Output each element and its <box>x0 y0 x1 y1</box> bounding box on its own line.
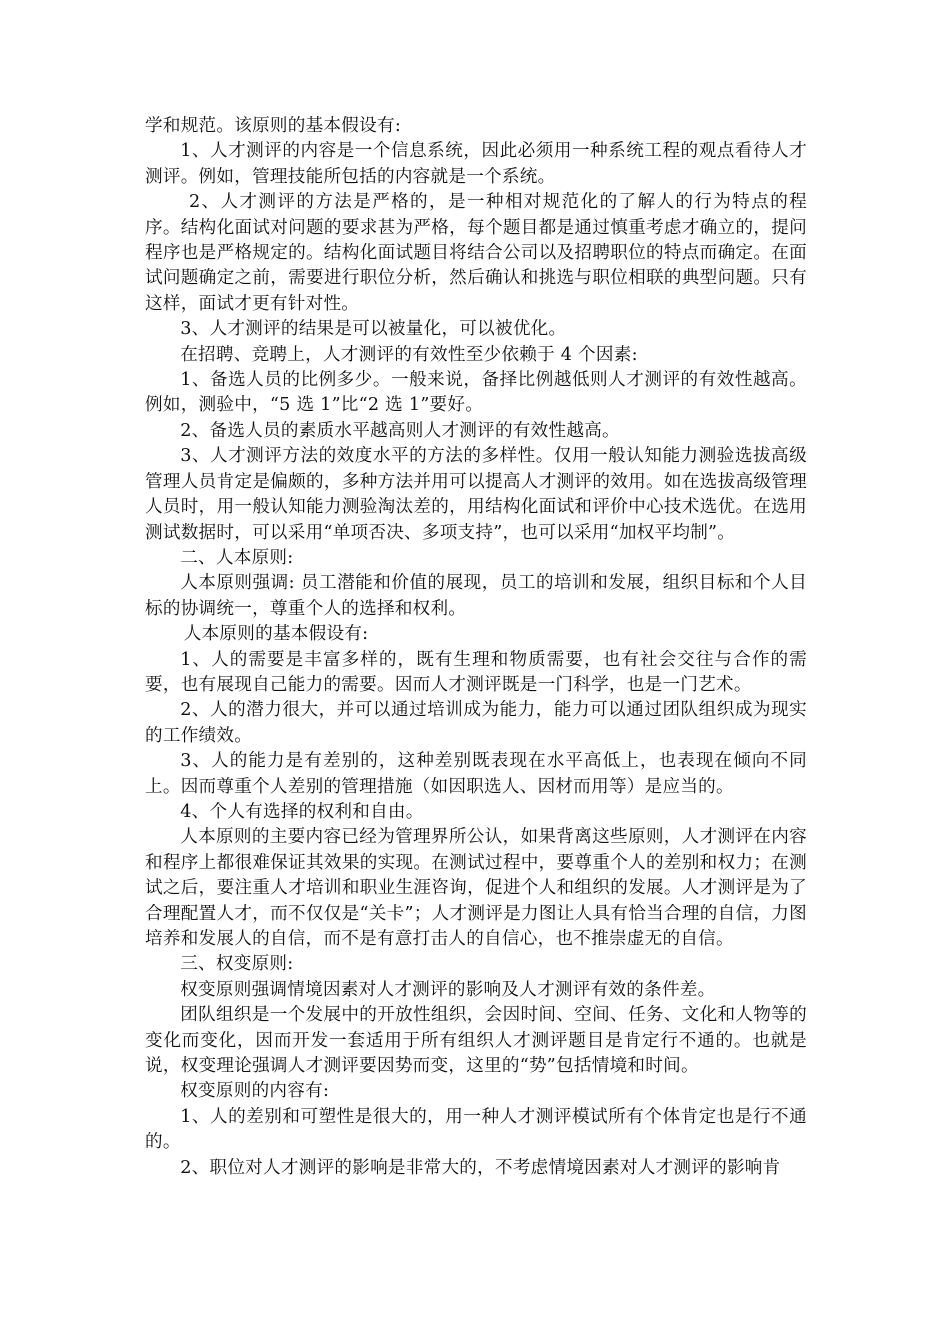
paragraph-system-point-2: 2、人才测评的方法是严格的，是一种相对规范化的了解人的行为特点的程序。结构化面试对问题的要求甚为严格，每个题目都是通过慎重考虑才确立的，提问程序也是严格规定的。结构化面试题目将结合公司以及招聘职位的特点而确定。在面试问题确定之前，需要进行职位分析，然后确认和挑选与职位相联的典型问题。只有这样，面试才更有针对性。 <box>145 192 807 314</box>
paragraph-factor-1: 1、备选人员的比例多少。一般来说，备择比例越低则人才测评的有效性越高。例如，测验中，“5 选 1”比“2 选 1”要好。 <box>145 370 807 416</box>
paragraph-factor-3: 3、人才测评方法的效度水平的方法的多样性。仅用一般认知能力测验选拔高级管理人员肯定是偏颇的，多种方法并用可以提高人才测评的效用。如在选拔高级管理人员时，用一般认知能力测验淘汰差的，用结构化面试和评价中心技术选优。在选用测试数据时，可以采用“单项否决、多项支持”，也可以采用“加权平均制”。 <box>145 446 807 543</box>
paragraph-system-point-1: 1、人才测评的内容是一个信息系统，因此必须用一种系统工程的观点看待人才测评。例如，管理技能所包括的内容就是一个系统。 <box>145 141 807 187</box>
document-body <box>145 114 807 1181</box>
section-heading-contingency: 三、权变原则: <box>180 954 294 975</box>
paragraph-effectiveness-intro: 在招聘、竞聘上，人才测评的有效性至少依赖于 4 个因素: <box>180 344 638 365</box>
paragraph-contingency-point-2: 2、职位对人才测评的影响是非常大的，不考虑情境因素对人才测评的影响肯 <box>180 1157 781 1178</box>
paragraph-humanistic-point-2: 2、人的潜力很大，并可以通过培训成为能力，能力可以通过团队组织成为现实的工作绩效。 <box>145 700 807 746</box>
paragraph-contingency-contents: 权变原则的内容有: <box>180 1081 330 1102</box>
paragraph-humanistic-point-4: 4、个人有选择的权利和自由。 <box>180 801 424 822</box>
paragraph-continuation: 学和规范。该原则的基本假设有: <box>145 116 401 136</box>
paragraph-humanistic-assumptions: 人本原则的基本假设有: <box>183 624 369 645</box>
paragraph-factor-2: 2、备选人员的素质水平越高则人才测评的有效性越高。 <box>180 420 620 441</box>
paragraph-contingency-emphasis: 权变原则强调情境因素对人才测评的影响及人才测评有效的条件差。 <box>180 979 716 1000</box>
paragraph-humanistic-emphasis: 人本原则强调: 员工潜能和价值的展现，员工的培训和发展，组织目标和个人目标的协调统一，尊重个人的选择和权利。 <box>145 573 807 619</box>
paragraph-humanistic-point-1: 1、人的需要是丰富多样的，既有生理和物质需要，也有社会交往与合作的需要，也有展现自己能力的需要。因而人才测评既是一门科学，也是一门艺术。 <box>145 649 807 695</box>
paragraph-humanistic-content: 人本原则的主要内容已经为管理界所公认，如果背离这些原则，人才测评在内容和程序上都很难保证其效果的实现。在测试过程中，要尊重个人的差别和权力；在测试之后，要注重人才培训和职业生涯咨询，促进个人和组织的发展。人才测评是为了合理配置人才，而不仅仅是“关卡”；人才测评是力图让人具有恰当合理的自信，力图培养和发展人的自信，而不是有意打击人的自信心，也不推崇虚无的自信。 <box>145 827 807 949</box>
section-heading-humanistic: 二、人本原则: <box>180 547 294 568</box>
paragraph-contingency-point-1: 1、人的差别和可塑性是很大的，用一种人才测评模试所有个体肯定也是行不通的。 <box>145 1106 807 1153</box>
paragraph-humanistic-point-3: 3、人的能力是有差别的，这种差别既表现在水平高低上，也表现在倾向不同上。因而尊重个人差别的管理措施（如因职选人、因材而用等）是应当的。 <box>145 751 807 797</box>
paragraph-system-point-3: 3、人才测评的结果是可以被量化，可以被优化。 <box>180 319 567 340</box>
paragraph-team-organization: 团队组织是一个发展中的开放性组织，会因时间、空间、任务、文化和人物等的变化而变化，因而开发一套适用于所有组织人才测评题目是肯定行不通的。也就是说，权变理论强调人才测评要因势而变，这里的“势”包括情境和时间。 <box>145 1005 807 1077</box>
